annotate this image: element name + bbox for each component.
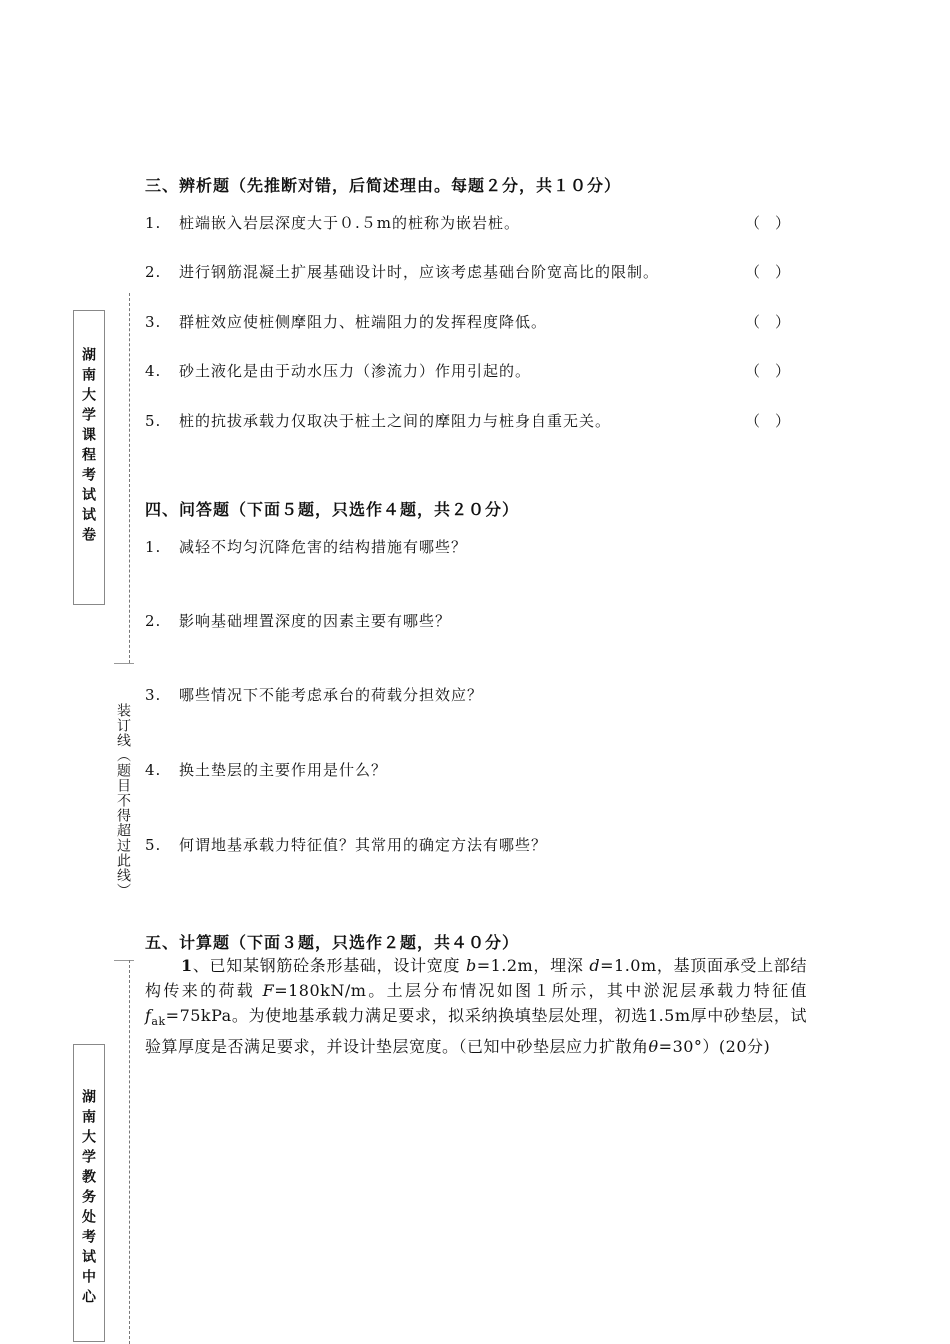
margin-rule-bottom xyxy=(114,960,134,961)
var-F: F xyxy=(262,981,275,1000)
item-number: 5. xyxy=(145,836,162,854)
item-text: 砂土液化是由于动水压力（渗流力）作用引起的。 xyxy=(179,362,532,380)
var-theta: θ xyxy=(648,1037,659,1057)
item-text: 哪些情况下不能考虑承台的荷载分担效应？ xyxy=(179,686,484,704)
question-text: =180kN/m。土层分布情况如图１所示，其中淤泥层承载力特征值 xyxy=(274,981,807,1000)
item-number: 2. xyxy=(145,263,162,281)
item-number: 1. xyxy=(145,214,162,232)
section4-item-4 xyxy=(145,759,387,780)
section3-item-4 xyxy=(145,360,531,381)
binding-line-label: 装订线（题目不得超过此线） xyxy=(115,703,131,898)
item-number: 4. xyxy=(145,362,162,380)
item-number: 2. xyxy=(145,612,162,630)
question-text: 、已知某钢筋砼条形基础，设计宽度 xyxy=(192,956,466,975)
section4-item-2 xyxy=(145,610,451,631)
var-d: d xyxy=(589,956,601,975)
item-text: 影响基础埋置深度的因素主要有哪些？ xyxy=(179,612,452,630)
question-text: =1.2m，埋深 xyxy=(476,956,590,975)
margin-label-box-bottom xyxy=(73,1044,105,1342)
item-text: 进行钢筋混凝土扩展基础设计时，应该考虑基础台阶宽高比的限制。 xyxy=(179,263,660,281)
item-text: 减轻不均匀沉降危害的结构措施有哪些？ xyxy=(179,538,468,556)
answer-bracket[interactable]: （ ） xyxy=(745,214,791,232)
section3-item-3 xyxy=(145,311,547,332)
var-b: b xyxy=(465,956,477,975)
section5-title: 五、计算题（下面３题，只选作２题，共４０分） xyxy=(145,933,520,952)
answer-bracket[interactable]: （ ） xyxy=(745,263,791,281)
item-text: 何谓地基承载力特征值？其常用的确定方法有哪些？ xyxy=(179,836,548,854)
margin-label-bottom: 湖南大学教务处考试中心 xyxy=(80,1089,96,1309)
question-text: =30°）(20 xyxy=(658,1037,748,1057)
var-f: f xyxy=(145,1006,152,1025)
item-number: 5. xyxy=(145,412,162,430)
question-text: =75kPa。为使地基承载力满足要求，拟采纳换填垫层处理，初选1.5m厚中砂垫层，试验算厚度是否满足要求，并设计垫层宽度。（已知中砂垫层应力扩散角 xyxy=(145,1006,807,1057)
margin-dashed-line-bottom xyxy=(129,960,130,1344)
question-number: 1 xyxy=(181,956,193,975)
item-text: 桩端嵌入岩层深度大于０.５m的桩称为嵌岩桩。 xyxy=(179,214,520,232)
question-text: 分) xyxy=(747,1037,771,1057)
section4-title: 四、问答题（下面５题，只选作４题，共２０分） xyxy=(145,500,520,519)
section3-title: 三、辨析题（先推断对错，后简述理由。每题２分，共１０分） xyxy=(145,176,622,195)
var-f-subscript: ak xyxy=(151,1015,166,1029)
section4-item-1 xyxy=(145,536,467,557)
answer-bracket[interactable]: （ ） xyxy=(745,313,791,331)
section4-item-3 xyxy=(145,684,483,705)
question-text: =1.0m，基顶面承受上部结构传来的荷载 xyxy=(145,956,807,1000)
section4-item-5 xyxy=(145,834,547,855)
margin-dashed-line-top xyxy=(129,293,130,663)
item-number: 4. xyxy=(145,761,162,779)
margin-label-box-top xyxy=(73,310,105,605)
calc-question-1 xyxy=(145,953,807,1059)
item-text: 群桩效应使桩侧摩阻力、桩端阻力的发挥程度降低。 xyxy=(179,313,548,331)
section3-item-5 xyxy=(145,410,611,431)
item-number: 1. xyxy=(145,538,162,556)
item-number: 3. xyxy=(145,686,162,704)
answer-bracket[interactable]: （ ） xyxy=(745,362,791,380)
margin-label-top: 湖南大学课程考试试卷 xyxy=(80,347,96,547)
item-text: 桩的抗拔承载力仅取决于桩土之间的摩阻力与桩身自重无关。 xyxy=(179,412,612,430)
section3-item-2 xyxy=(145,261,659,282)
margin-rule-top xyxy=(114,663,134,664)
answer-bracket[interactable]: （ ） xyxy=(745,412,791,430)
item-text: 换土垫层的主要作用是什么？ xyxy=(179,761,388,779)
item-number: 3. xyxy=(145,313,162,331)
section3-item-1 xyxy=(145,212,520,233)
